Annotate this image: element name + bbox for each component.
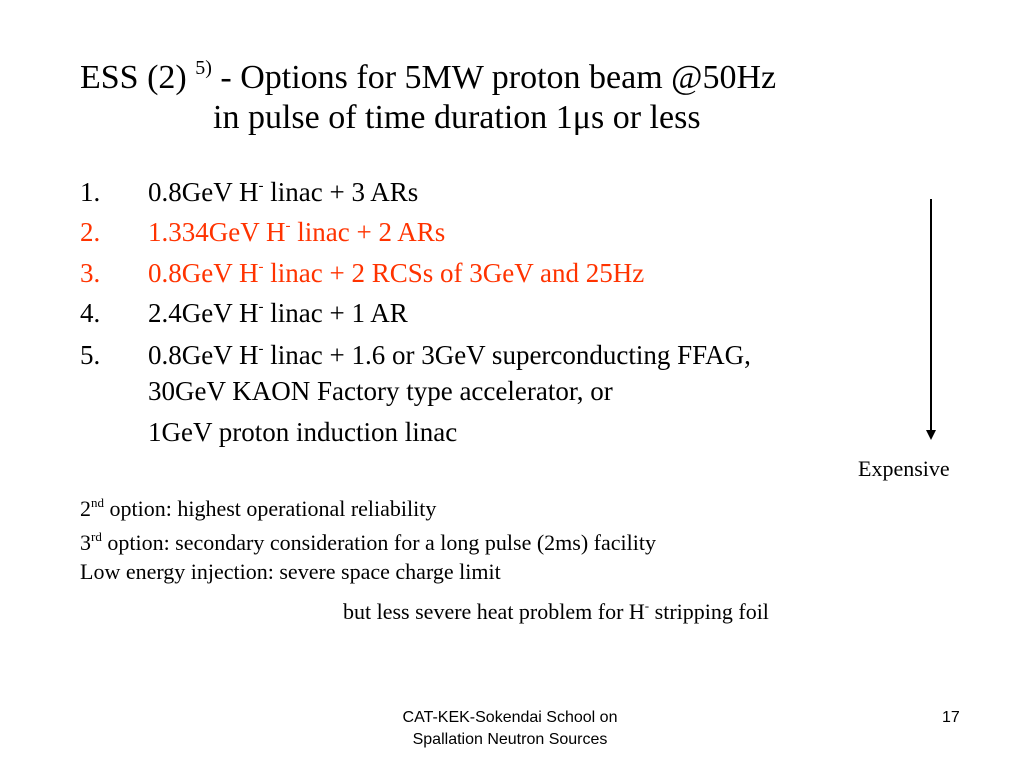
note-third-option: 3rd option: secondary consideration for a long pulse (2ms) facility (80, 529, 656, 555)
note-stripping-foil: but less severe heat problem for H- stripping foil (343, 598, 769, 624)
option-item-1: 1. 0.8GeV H- linac + 3 ARs (80, 177, 419, 207)
slide-title-line1: ESS (2) $^{5)}$ - Options for 5MW proton beam @50Hz (80, 57, 777, 96)
option-item-3: 3. 0.8GeV H- linac + 2 RCSs of 3GeV and 25Hz (80, 258, 645, 288)
cost-arrow-line (930, 199, 932, 432)
reference-superscript: 5) (195, 57, 212, 79)
slide-number: 17 (942, 709, 960, 726)
arrow-label-expensive: Expensive (858, 456, 950, 481)
note-low-energy-injection: Low energy injection: severe space charge limit (80, 559, 501, 584)
slide-title-line2: in pulse of time duration 1μs or less (213, 99, 701, 136)
option-item-5: 5. 0.8GeV H- linac + 1.6 or 3GeV superconducting FFAG, (80, 340, 751, 370)
note-second-option: 2nd option: highest operational reliability (80, 495, 437, 521)
option-5-continuation-1: 30GeV KAON Factory type accelerator, or (148, 376, 613, 406)
option-item-2: 2. 1.334GeV H- linac + 2 ARs (80, 217, 446, 247)
option-item-4: 4. 2.4GeV H- linac + 1 AR (80, 298, 408, 328)
option-5-continuation-2: 1GeV proton induction linac (148, 417, 458, 447)
footer-school-name: CAT-KEK-Sokendai School on Spallation Neutron Sources (402, 709, 618, 748)
arrow-down-icon (926, 430, 936, 440)
